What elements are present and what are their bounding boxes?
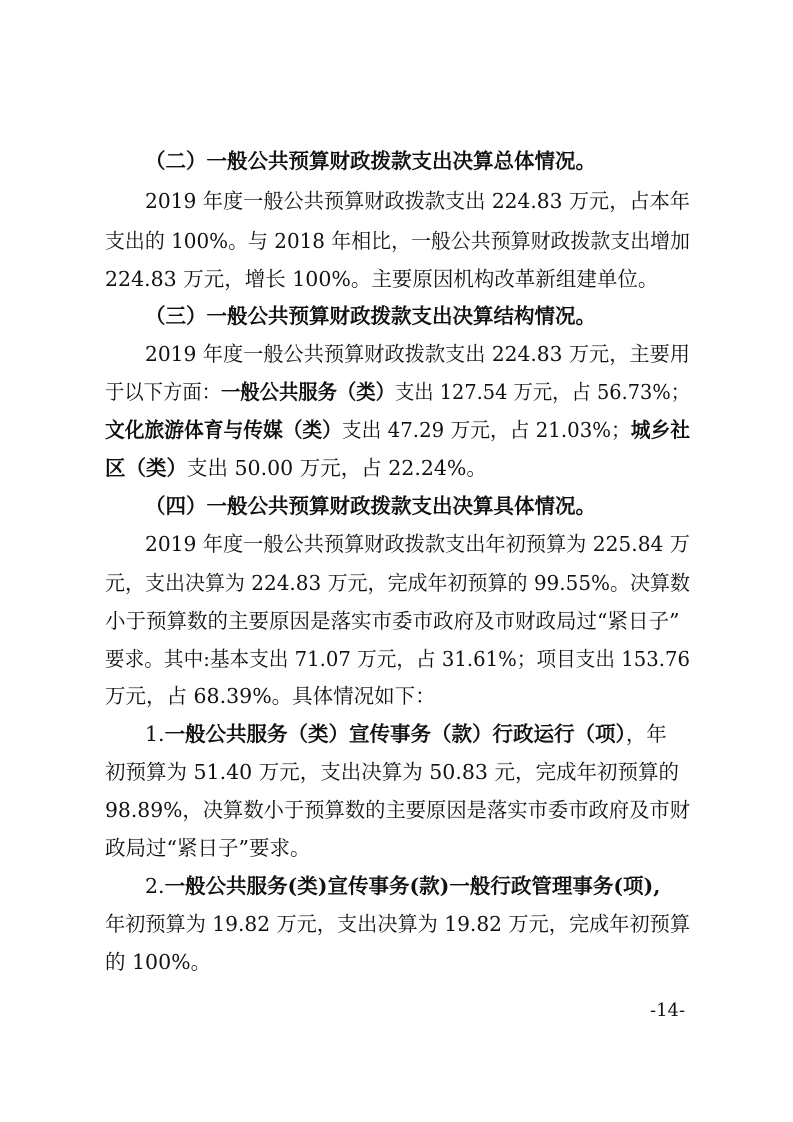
- item-title-tail: ，年: [625, 722, 667, 746]
- item-title: 一般公共服务（类）宣传事务（款）行政运行（项）: [164, 722, 626, 746]
- item-number: 1.: [145, 722, 165, 746]
- item-title-tail: ,: [653, 874, 661, 898]
- section-3-line: [4, 418, 768, 442]
- section-4-heading: （四）一般公共预算财政拨款支出决算具体情况。: [145, 494, 596, 518]
- line-text: 支出 127.54 万元，占 56.73%；: [394, 380, 691, 404]
- category-culture-tourism-sports-media: 文化旅游体育与传媒（类）: [105, 418, 342, 442]
- item-number: 2.: [145, 874, 165, 898]
- item-1-line: 初预算为 51.40 万元，支出决算为 50.83 元，完成年初预算的: [105, 760, 679, 784]
- line-text: 于以下方面：: [105, 380, 221, 404]
- category-general-public-services: 一般公共服务（类）: [220, 380, 395, 404]
- item-2-line: 年初预算为 19.82 万元，支出决算为 19.82 万元，完成年初预算: [105, 912, 691, 936]
- item-2-line: 的 100%。: [105, 950, 212, 974]
- item-1-line: 政局过“紧日子”要求。: [105, 836, 311, 860]
- section-3-heading: （三）一般公共预算财政拨款支出决算结构情况。: [145, 304, 596, 328]
- section-3-line: [6, 380, 754, 404]
- item-2-heading: [0, 874, 793, 898]
- section-4-line: 万元，占 68.39%。具体情况如下：: [105, 684, 436, 708]
- section-3-line: [0, 456, 793, 480]
- category-urban-rural-community: 城乡社: [630, 418, 690, 442]
- item-title: 一般公共服务(类)宣传事务(款)一般行政管理事务(项): [164, 874, 654, 898]
- section-4-line: 2019 年度一般公共预算财政拨款支出年初预算为 225.84 万: [145, 532, 690, 556]
- category-urban-rural-community-tail: 区（类）: [105, 456, 187, 480]
- section-4-line: 要求。其中:基本支出 71.07 万元，占 31.61%；项目支出 153.76: [105, 647, 690, 671]
- section-3-line: 2019 年度一般公共预算财政拨款支出 224.83 万元，主要用: [145, 342, 690, 366]
- section-2-line: 支出的 100%。与 2018 年相比，一般公共预算财政拨款支出增加: [105, 229, 690, 253]
- item-1-line: 98.89%，决算数小于预算数的主要原因是落实市委市政府及市财: [105, 798, 691, 822]
- section-4-line: 小于预算数的主要原因是落实市委市政府及市财政局过“紧日子”: [105, 609, 680, 633]
- section-2-heading: （二）一般公共预算财政拨款支出决算总体情况。: [145, 149, 596, 173]
- line-text: 支出 47.29 万元，占 21.03%；: [341, 418, 631, 442]
- item-1-heading: [0, 722, 793, 746]
- section-2-line: 224.83 万元，增长 100%。主要原因机构改革新组建单位。: [105, 267, 659, 291]
- line-text: 支出 50.00 万元，占 22.24%。: [187, 456, 487, 480]
- page-number: -14-: [650, 1000, 686, 1021]
- section-4-line: 元，支出决算为 224.83 万元，完成年初预算的 99.55%。决算数: [105, 571, 691, 595]
- section-2-line: 2019 年度一般公共预算财政拨款支出 224.83 万元，占本年: [145, 189, 690, 213]
